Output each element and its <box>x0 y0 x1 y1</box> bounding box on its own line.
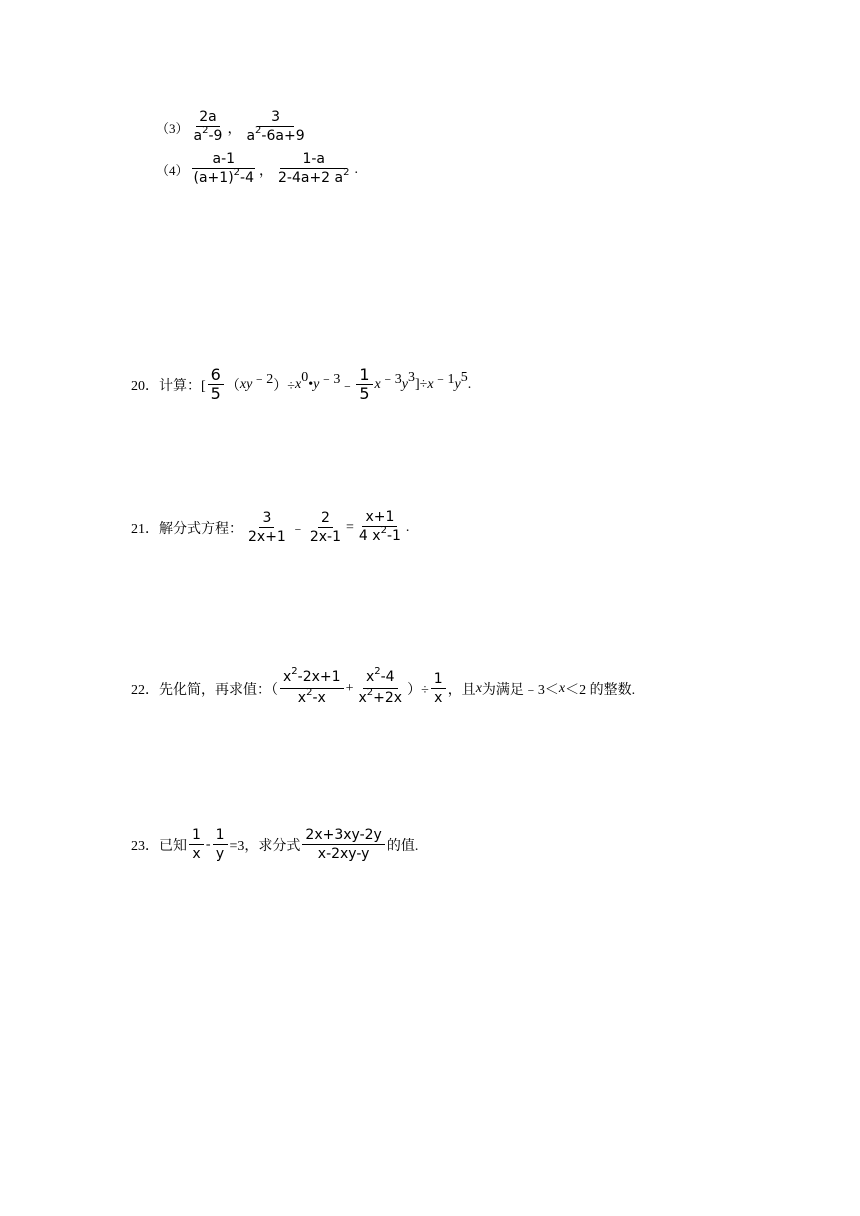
text: =3，求分式 <box>229 838 301 854</box>
fraction <box>243 108 307 147</box>
text: y <box>401 376 408 392</box>
fraction <box>191 108 226 147</box>
fraction <box>307 509 344 546</box>
exponent: ﹣1 <box>433 371 455 387</box>
problem-4 <box>156 150 358 189</box>
text: x <box>475 680 482 696</box>
question-22-label: 22．先化简，再求值：（ <box>131 682 278 698</box>
text: ）÷ <box>273 378 295 394</box>
operator: ）÷ <box>407 682 429 698</box>
denominator: x-2xy-y <box>317 846 370 862</box>
denominator: $(a+1)^2-4$ <box>193 167 254 186</box>
operator: + <box>345 680 354 696</box>
text: . <box>467 376 472 392</box>
numerator: x+1 <box>362 508 397 527</box>
fraction <box>431 670 446 707</box>
fraction <box>356 366 372 403</box>
fraction <box>356 508 404 547</box>
numerator: 6 <box>208 366 224 385</box>
denominator: 4 $x^2-1$ <box>358 525 401 544</box>
exponent: 3 <box>407 369 415 385</box>
operator: ﹣ <box>290 521 305 537</box>
text: ]÷ <box>414 376 428 392</box>
problem-3-label: （3） <box>156 121 189 136</box>
question-20 <box>131 366 471 403</box>
denominator: x <box>434 690 443 706</box>
fraction <box>275 150 353 189</box>
denominator: 5 <box>210 384 221 403</box>
fraction <box>191 150 257 189</box>
denominator: $x^2+2x$ <box>358 687 403 706</box>
denominator: 2-4a+2 $a^2$ <box>278 167 350 186</box>
denominator: 2x-1 <box>309 529 341 545</box>
text: y <box>454 376 461 392</box>
numerator: 1 <box>356 366 372 385</box>
numerator: $x^2-2x+1$ <box>280 668 344 689</box>
fraction <box>302 826 384 863</box>
text: x <box>558 680 566 696</box>
numerator: 1 <box>213 826 228 845</box>
exponent: ﹣3 <box>319 371 341 387</box>
text: 为满足﹣3＜ <box>481 682 559 698</box>
period: . <box>354 161 358 177</box>
text: x <box>427 376 434 392</box>
denominator: $a^2-9$ <box>193 125 223 144</box>
question-21 <box>131 508 409 547</box>
operator: - <box>205 836 211 852</box>
fraction <box>208 366 224 403</box>
problem-4-label: （4） <box>156 163 189 178</box>
denominator: $x^2-x$ <box>297 687 326 706</box>
period: . <box>405 519 410 535</box>
exponent: 5 <box>460 369 468 385</box>
text: ﹣ <box>340 378 355 394</box>
numerator: 2x+3xy-2y <box>302 826 384 845</box>
text: ，且 <box>447 682 476 698</box>
question-23 <box>131 826 418 863</box>
numerator: $x^2-4$ <box>363 668 398 689</box>
denominator: $a^2-6a+9$ <box>246 125 305 144</box>
exponent: ﹣2 <box>252 371 274 387</box>
text: x <box>374 376 381 392</box>
fraction <box>213 826 228 863</box>
numerator: 1 <box>431 670 446 689</box>
numerator: 1 <box>189 826 204 845</box>
fraction <box>280 668 344 709</box>
denominator: y <box>215 846 225 862</box>
question-20-label: 20．计算：[ <box>131 378 206 394</box>
text: ＜2 的整数. <box>565 682 636 698</box>
fraction <box>355 668 405 709</box>
text: y <box>313 376 320 392</box>
text: x <box>294 376 302 392</box>
numerator: a-1 <box>192 150 255 169</box>
numerator: 2 <box>318 509 333 528</box>
exponent: ﹣3 <box>380 371 402 387</box>
question-23-label: 23．已知 <box>131 838 187 854</box>
question-21-label: 21．解分式方程： <box>131 521 243 537</box>
fraction <box>189 826 204 863</box>
numerator: 1-a <box>280 150 347 169</box>
question-22 <box>131 668 635 709</box>
denominator: 2x+1 <box>248 529 286 545</box>
problem-3 <box>156 108 310 147</box>
denominator: 5 <box>359 384 370 403</box>
separator: ， <box>259 163 273 179</box>
text: xy <box>239 376 253 392</box>
text: • <box>308 376 314 392</box>
separator: ， <box>227 121 242 137</box>
numerator: 2a <box>196 108 220 127</box>
exponent: 0 <box>301 369 309 385</box>
denominator: x <box>192 846 201 862</box>
text: 的值. <box>386 838 419 854</box>
text: （ <box>225 378 240 394</box>
operator: = <box>346 519 354 535</box>
numerator: 3 <box>259 509 274 528</box>
fraction <box>245 509 289 546</box>
numerator: 3 <box>257 108 294 127</box>
